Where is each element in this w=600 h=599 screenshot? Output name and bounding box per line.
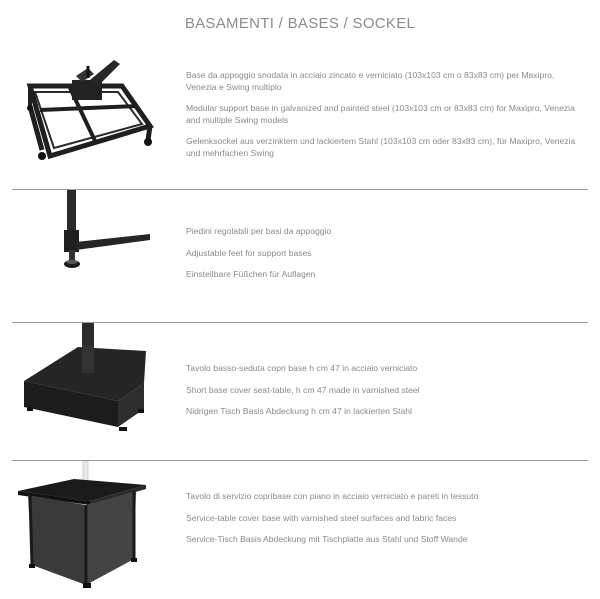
- description-en: Service-table cover base with varnished steel surfaces and fabric faces: [186, 512, 457, 523]
- description-it: Base da appoggio snodata in acciaio zincato e verniciato (103x103 cm o 83x83 cm) per Maxipro, Venezia e Swing multiplo: [186, 70, 555, 92]
- description-it: Piedini regolabili per basi da appoggio: [186, 226, 332, 236]
- description-de: Service-Tisch Basis Abdeckung mit Tischplatte aus Stahl und Stoff Wande: [186, 534, 468, 544]
- description-en: Modular support base in galvanized and painted steel (103x103 cm or 83x83 cm) for Maxipro, Venezia and multiple Swing models: [186, 103, 575, 125]
- service-table-image: [10, 461, 160, 593]
- description: [186, 226, 586, 291]
- description-it: Tavolo basso-seduta copri base h cm 47 in acciaio verniciato: [186, 363, 418, 373]
- description-de: Gelenksockel aus verzinktem und lackiertem Stahl (103x103 cm oder 83x83 cm), für Maxipro, Venezia und mehrfachen Swing: [186, 136, 576, 158]
- description-en: Adjustable feet for support bases: [186, 247, 312, 258]
- description-en: Short base cover seat-table, h cm 47 made in varnished steel: [186, 384, 420, 395]
- folding-base-image: [10, 48, 160, 180]
- description-de: Einstellbare Füßchen für Auflagen: [186, 269, 316, 279]
- description-it: Tavolo di servizio copribase con piano in acciaio verniciato e pareti in tessuto: [186, 491, 479, 501]
- low-cover-table-image: [10, 323, 160, 441]
- description-de: Nidrigen Tisch Basis Abdeckung h cm 47 in lackierten Stahl: [186, 406, 412, 416]
- description: [186, 491, 586, 556]
- page-title: BASAMENTI / BASES / SOCKEL: [184, 15, 416, 32]
- description: [186, 70, 586, 169]
- description: [186, 363, 586, 428]
- adjustable-foot-image: [10, 190, 160, 302]
